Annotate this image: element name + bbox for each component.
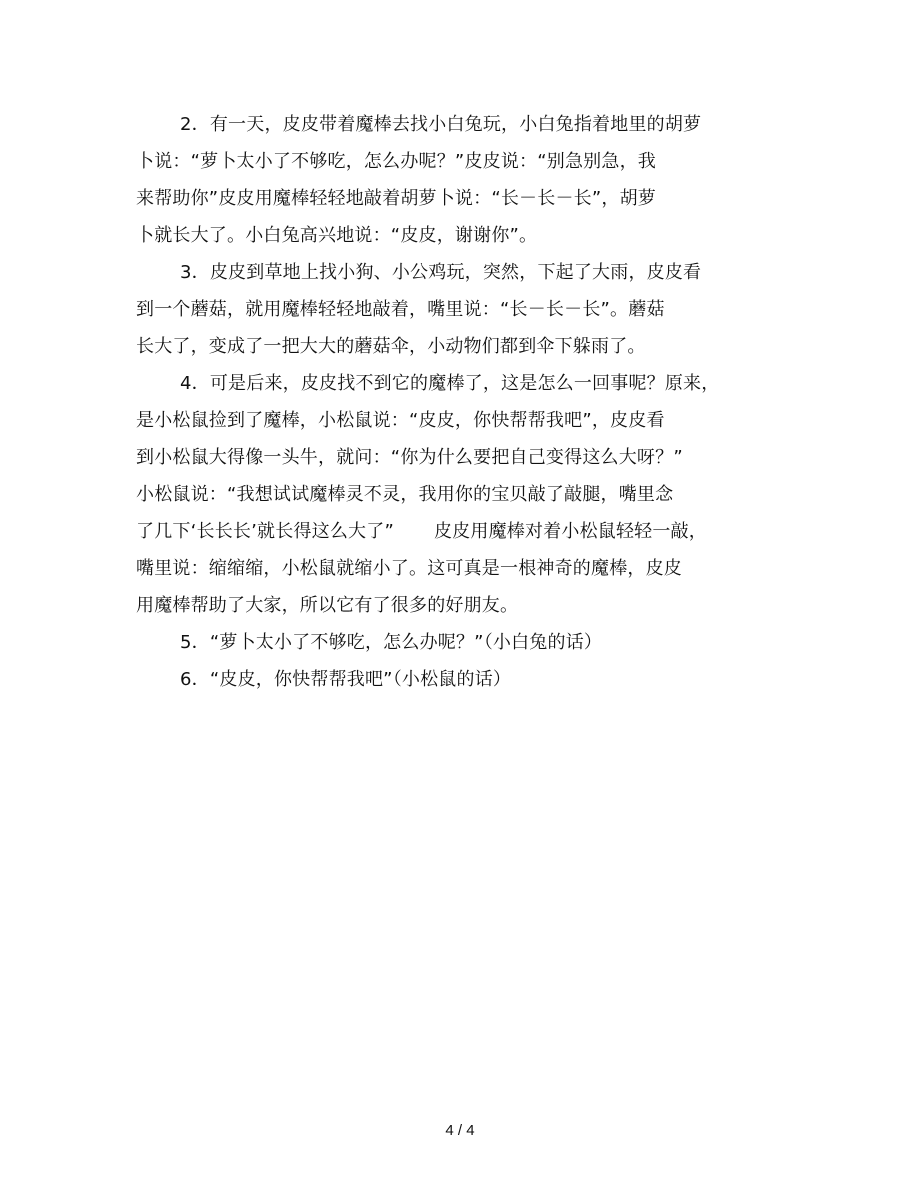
paragraph-3-line-3: 长大了，变成了一把大大的蘑菇伞，小动物们都到伞下躲雨了。: [136, 336, 646, 357]
paragraph-4-line-2: 是小松鼠捡到了魔棒，小松鼠说：“皮皮，你快帮帮我吧”，皮皮看: [136, 410, 665, 431]
paragraph-2-line-2: 卜说：“萝卜太小了不够吃，怎么办呢？”皮皮说：“别急别急，我: [136, 151, 656, 172]
paragraph-4-line-6: 嘴里说：缩缩缩，小松鼠就缩小了。这可真是一根神奇的魔棒，皮皮: [136, 558, 682, 579]
paragraph-2-line-1: 2．有一天，皮皮带着魔棒去找小白兔玩，小白兔指着地里的胡萝: [180, 114, 702, 135]
paragraph-4-line-5-part-2: 皮皮用魔棒对着小松鼠轻轻一敲，: [433, 521, 707, 542]
paragraph-4-line-3: 到小松鼠大得像一头牛，就问：“你为什么要把自己变得这么大呀？”: [136, 447, 683, 468]
paragraph-2-line-4: 卜就长大了。小白兔高兴地说：“皮皮，谢谢你”。: [136, 225, 538, 246]
answer-5: 5．“萝卜太小了不够吃，怎么办呢？”（小白兔的话）: [180, 632, 603, 653]
paragraph-3-line-1: 3．皮皮到草地上找小狗、小公鸡玩，突然，下起了大雨，皮皮看: [180, 262, 702, 283]
paragraph-2-line-3: 来帮助你”皮皮用魔棒轻轻地敲着胡萝卜说：“长－长－长”，胡萝: [136, 188, 656, 209]
paragraph-4-line-5-part-1: 了几下‘长长长’就长得这么大了”: [136, 521, 394, 542]
paragraph-4-line-1: 4．可是后来，皮皮找不到它的魔棒了，这是怎么一回事呢？原来，: [180, 373, 720, 394]
paragraph-4-line-5: [136, 513, 766, 550]
paragraph-4-line-4: 小松鼠说：“我想试试魔棒灵不灵，我用你的宝贝敲了敲腿，嘴里念: [136, 484, 674, 505]
answer-6: 6．“皮皮，你快帮帮我吧”（小松鼠的话）: [180, 669, 512, 690]
paragraph-3-line-2: 到一个蘑菇，就用魔棒轻轻地敲着，嘴里说：“长－长－长”。蘑菇: [136, 299, 665, 320]
paragraph-4-line-7: 用魔棒帮助了大家，所以它有了很多的好朋友。: [136, 595, 519, 616]
page-number: 4 / 4: [445, 1122, 475, 1139]
document-body: [136, 106, 766, 698]
